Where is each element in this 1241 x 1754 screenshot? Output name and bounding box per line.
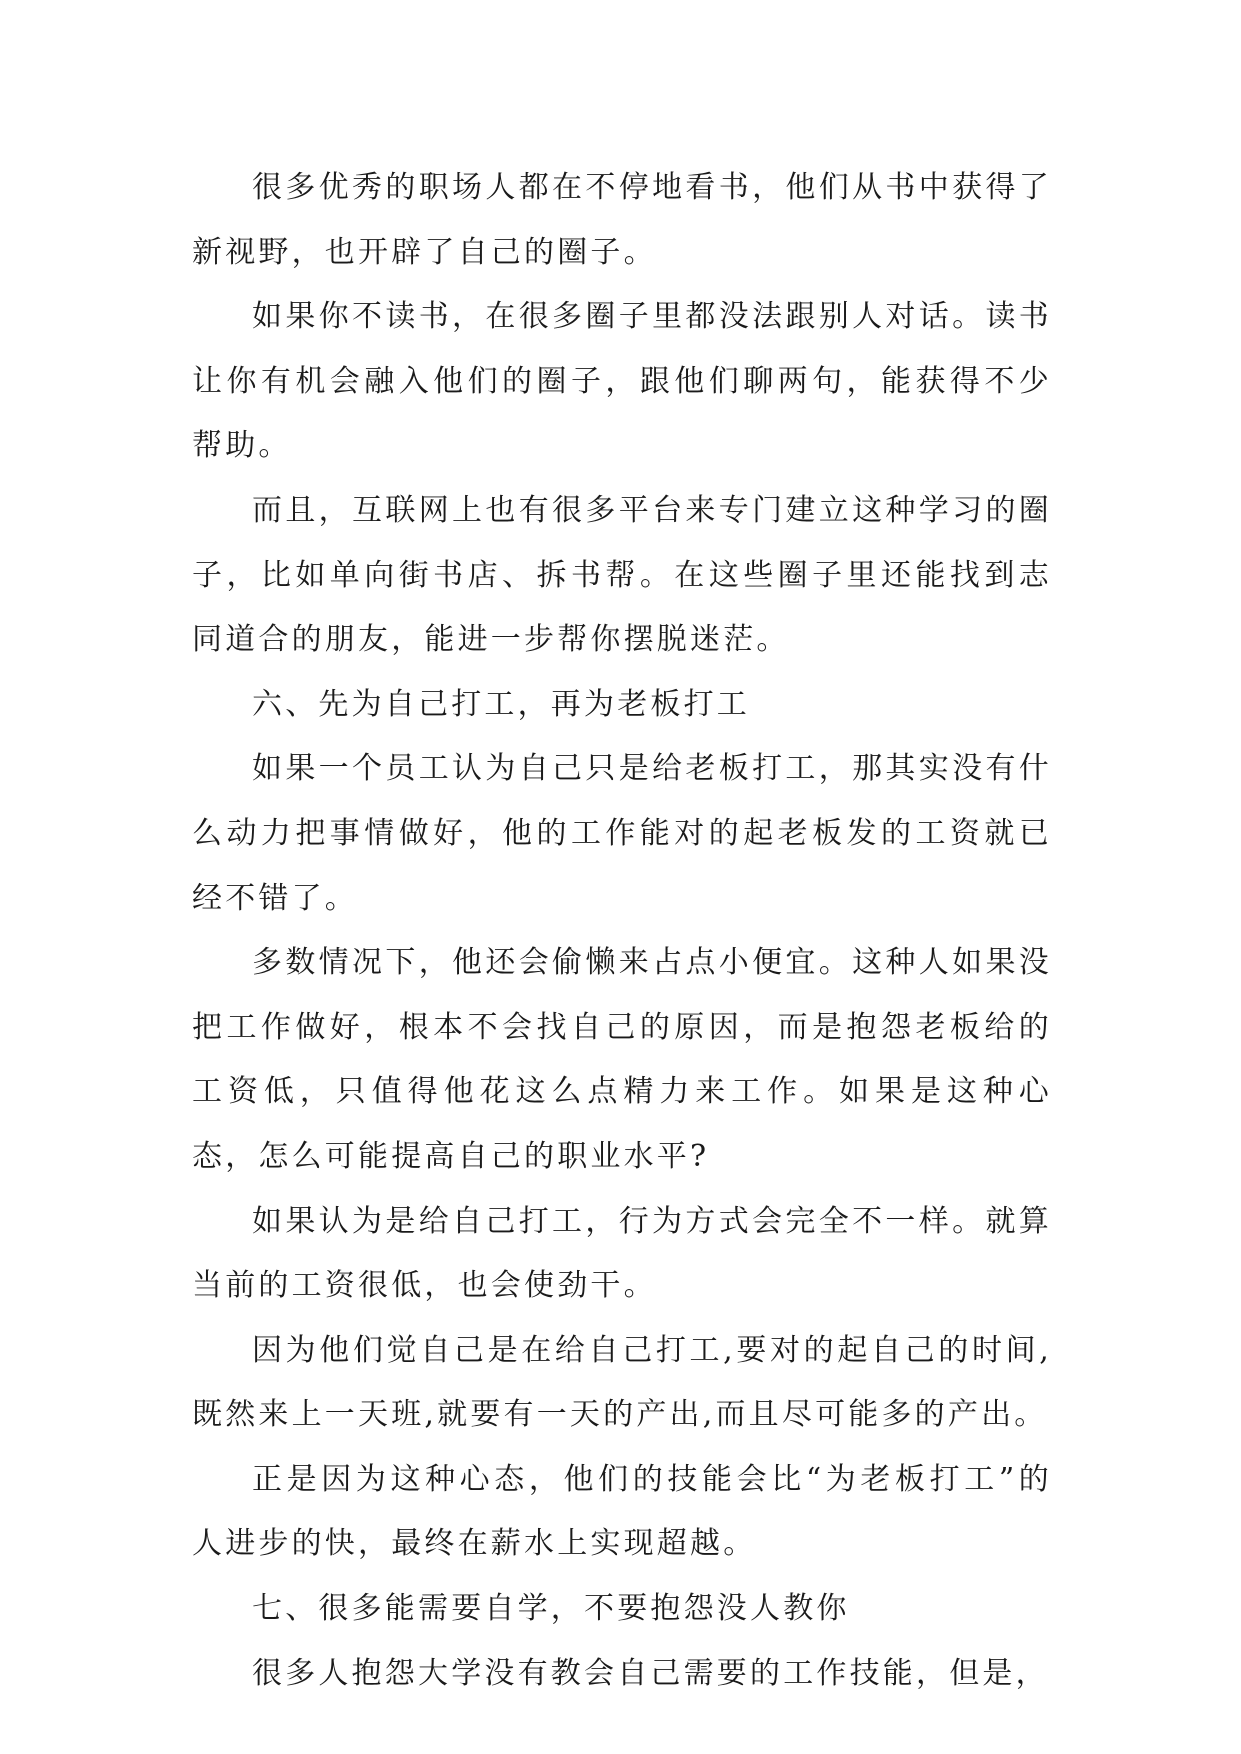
paragraph: 因为他们觉自己是在给自己打工,要对的起自己的时间,既然来上一天班,就要有一天的产出,而且尽可能多的产出。 (192, 1332, 1052, 1433)
paragraph: 如果一个员工认为自己只是给老板打工，那其实没有什么动力把事情做好，他的工作能对的起老板发的工资就已经不错了。 (192, 751, 1052, 916)
paragraph: 多数情况下，他还会偷懒来占点小便宜。这种人如果没把工作做好，根本不会找自己的原因，而是抱怨老板给的工资低，只值得他花这么点精力来工作。如果是这种心态，怎么可能提高自己的职业水平? (192, 945, 1052, 1174)
paragraph: 很多人抱怨大学没有教会自己需要的工作技能，但是， (252, 1655, 1049, 1691)
paragraph: 如果你不读书，在很多圈子里都没法跟别人对话。读书让你有机会融入他们的圈子，跟他们聊两句，能获得不少帮助。 (192, 299, 1052, 464)
paragraph: 如果认为是给自己打工，行为方式会完全不一样。就算当前的工资很低，也会使劲干。 (192, 1203, 1052, 1304)
paragraph: 而且，互联网上也有很多平台来专门建立这种学习的圈子，比如单向街书店、拆书帮。在这些圈子里还能找到志同道合的朋友，能进一步帮你摆脱迷茫。 (192, 492, 1052, 658)
paragraph: 很多优秀的职场人都在不停地看书，他们从书中获得了新视野，也开辟了自己的圈子。 (192, 170, 1052, 270)
paragraph: 正是因为这种心态，他们的技能会比“为老板打工”的人进步的快，最终在薪水上实现超越。 (192, 1461, 1052, 1562)
section-heading: 七、很多能需要自学，不要抱怨没人教你 (252, 1591, 850, 1627)
section-heading: 六、先为自己打工，再为老板打工 (252, 686, 750, 722)
document-body (192, 156, 1052, 1706)
